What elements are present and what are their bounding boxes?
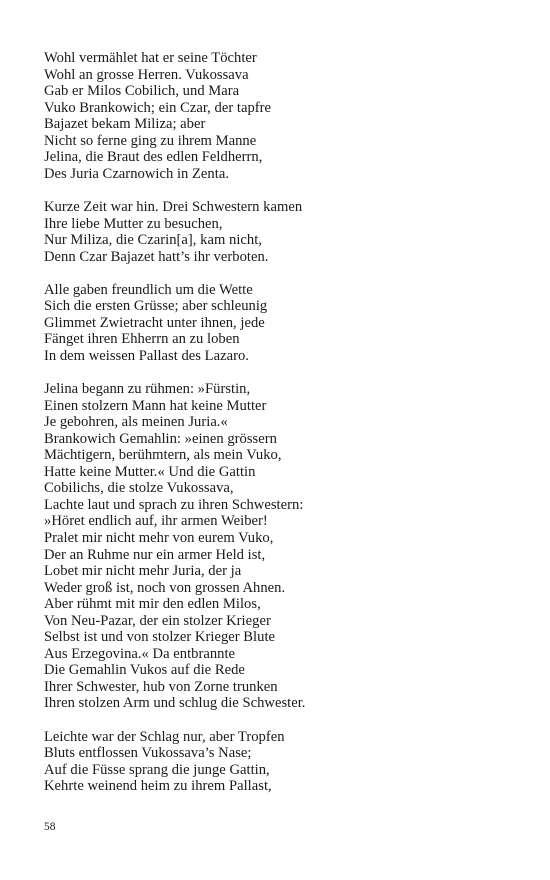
verse-line: Aus Erzegovina.« Da entbrannte (44, 645, 236, 662)
verse-line: Nicht so ferne ging zu ihrem Manne (44, 132, 257, 149)
verse-line: Wohl vermählet hat er seine Töchter (44, 50, 257, 66)
verse-line: Denn Czar Bajazet hatt’s ihr verboten. (44, 248, 269, 265)
verse-line: »Höret endlich auf, ihr armen Weiber! (44, 513, 268, 530)
verse-line: Ihrer Schwester, hub von Zorne trunken (44, 678, 278, 695)
verse-line: Cobilichs, die stolze Vukossava, (44, 480, 234, 497)
verse-line: Aber rühmt mit mir den edlen Milos, (44, 596, 261, 613)
stanza (44, 282, 524, 365)
stanza (44, 729, 524, 795)
verse-line: Einen stolzern Mann hat keine Mutter (44, 397, 267, 414)
stanza (44, 381, 524, 712)
verse-line: Ihren stolzen Arm und schlug die Schwester. (44, 695, 306, 712)
verse-line: Jelina, die Braut des edlen Feldherrn, (44, 149, 263, 166)
verse-line: Mächtigern, berühmtern, als mein Vuko, (44, 447, 282, 464)
verse-line: Gab er Milos Cobilich, und Mara (44, 83, 240, 100)
verse-line: Lachte laut und sprach zu ihren Schwestern: (44, 496, 304, 513)
verse-line: Von Neu-Pazar, der ein stolzer Krieger (44, 612, 271, 629)
verse-line: Lobet mir nicht mehr Juria, der ja (44, 563, 242, 580)
verse-line: Leichte war der Schlag nur, aber Tropfen (44, 728, 285, 745)
verse-line: Alle gaben freundlich um die Wette (44, 281, 253, 298)
stanza (44, 199, 524, 265)
verse-line: Glimmet Zwietracht unter ihnen, jede (44, 314, 265, 331)
verse-line: Wohl an grosse Herren. Vukossava (44, 66, 249, 83)
verse-line: Fänget ihren Ehherrn an zu loben (44, 331, 240, 348)
verse-line: Je gebohren, als meinen Juria.« (44, 414, 228, 431)
verse-line: Kurze Zeit war hin. Drei Schwestern kamen (44, 198, 303, 215)
verse-line: Selbst ist und von stolzer Krieger Blute (44, 629, 276, 646)
verse-line: In dem weissen Pallast des Lazaro. (44, 347, 249, 364)
page-number: 58 (44, 821, 56, 833)
verse-line: Vuko Brankowich; ein Czar, der tapfre (44, 99, 272, 116)
verse-line: Sich die ersten Grüsse; aber schleunig (44, 298, 268, 315)
verse-line: Die Gemahlin Vukos auf die Rede (44, 662, 245, 679)
verse-line: Ihre liebe Mutter zu besuchen, (44, 215, 223, 232)
verse-line: Weder groß ist, noch von grossen Ahnen. (44, 579, 286, 596)
verse-line: Pralet mir nicht mehr von eurem Vuko, (44, 530, 274, 546)
verse-line: Brankowich Gemahlin: »einen grössern (44, 430, 277, 447)
verse-line: Der an Ruhme nur ein armer Held ist, (44, 546, 266, 563)
verse-line: Des Juria Czarnowich in Zenta. (44, 165, 229, 182)
poem-text (44, 50, 524, 811)
verse-line: Nur Miliza, die Czarin[a], kam nicht, (44, 232, 262, 249)
verse-line: Bluts entflossen Vukossava’s Nase; (44, 745, 252, 762)
verse-line: Kehrte weinend heim zu ihrem Pallast, (44, 778, 272, 795)
verse-line: Auf die Füsse sprang die junge Gattin, (44, 761, 270, 778)
stanza (44, 50, 524, 182)
verse-line: Hatte keine Mutter.« Und die Gattin (44, 463, 256, 480)
verse-line: Bajazet bekam Miliza; aber (44, 116, 206, 133)
verse-line: Jelina begann zu rühmen: »Fürstin, (44, 381, 251, 398)
